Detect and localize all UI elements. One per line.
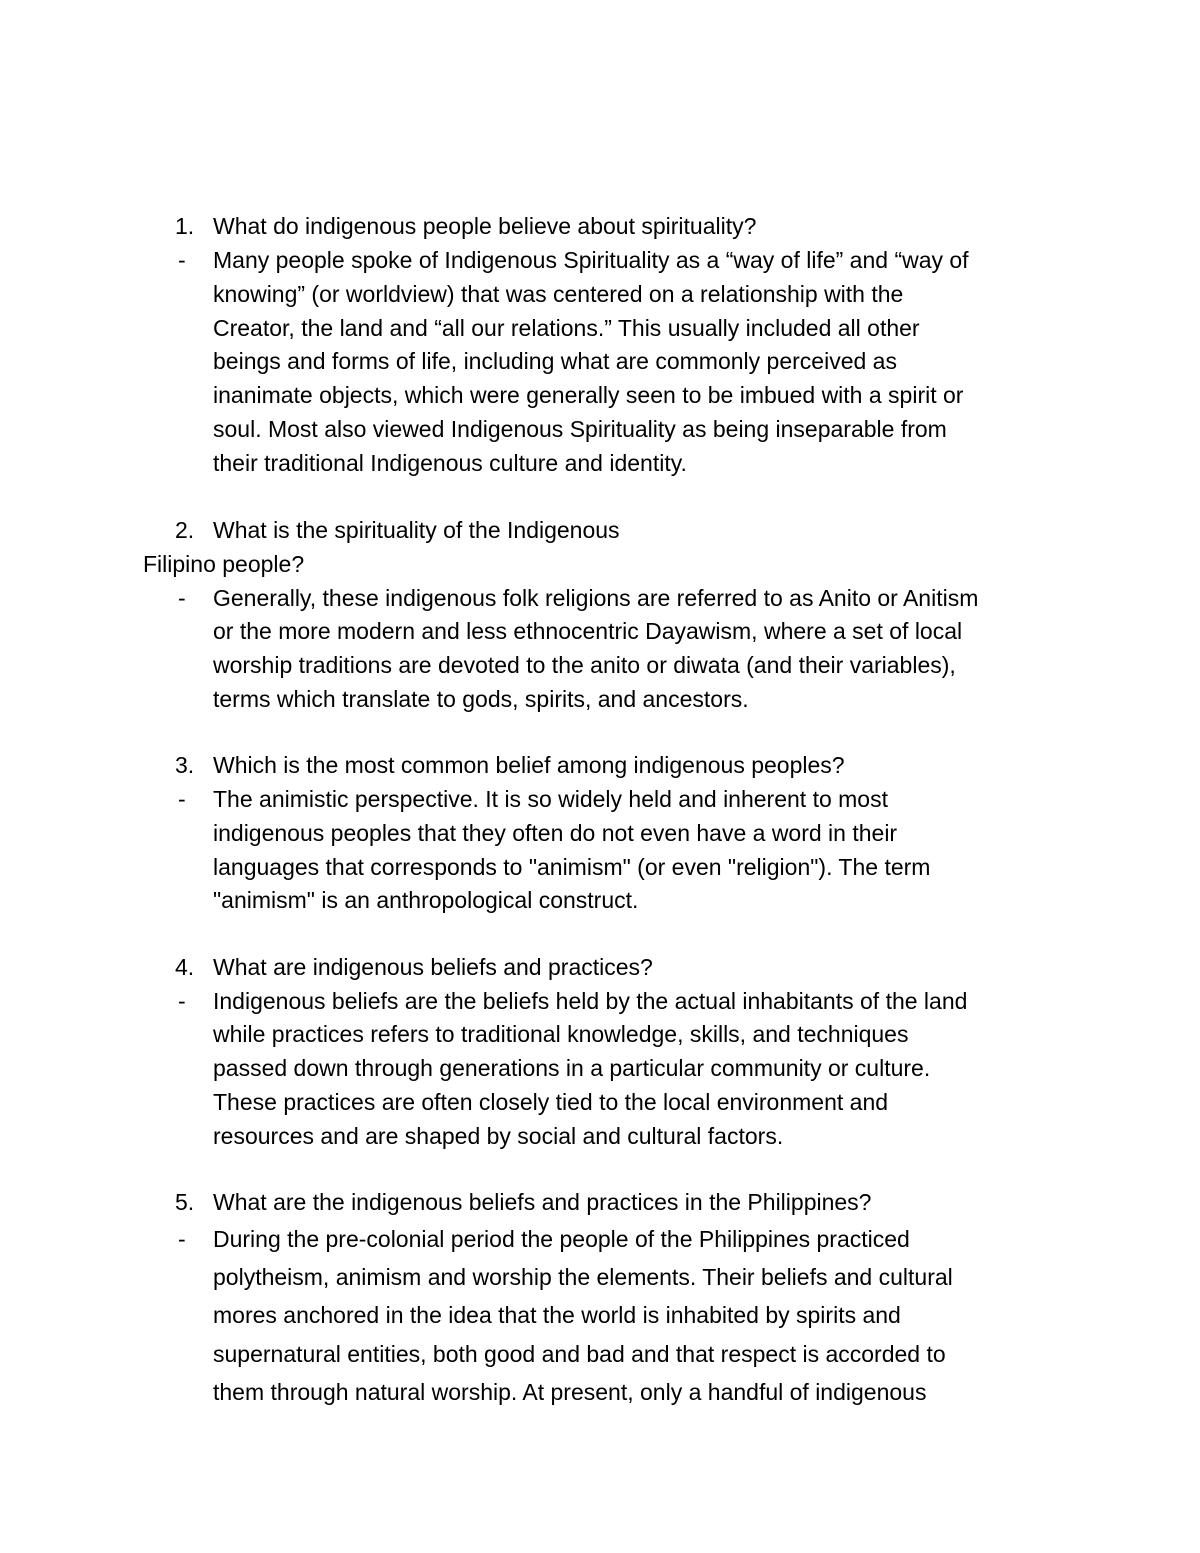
answer-text: These practices are often closely tied to the local environment and [213, 1089, 889, 1115]
answer-text: Generally, these indigenous folk religions are referred to as Anito or Anitism [213, 585, 979, 611]
answer-text: supernatural entities, both good and bad and that respect is accorded to [213, 1341, 946, 1367]
answer-text: "animism" is an anthropological construct. [213, 887, 639, 913]
answer-text: Indigenous beliefs are the beliefs held by the actual inhabitants of the land [213, 988, 968, 1014]
answer-text: Creator, the land and “all our relations.” This usually included all other [213, 315, 920, 341]
answer-text: while practices refers to traditional knowledge, skills, and techniques [213, 1021, 909, 1047]
answer-text: inanimate objects, which were generally seen to be imbued with a spirit or [213, 382, 964, 408]
answer-text: During the pre-colonial period the people of the Philippines practiced [213, 1226, 910, 1252]
question-2-number: 2. [175, 517, 195, 543]
question-4-text: What are indigenous beliefs and practices? [213, 954, 653, 980]
answer-text: polytheism, animism and worship the elements. Their beliefs and cultural [213, 1264, 953, 1290]
answer-text: soul. Most also viewed Indigenous Spirituality as being inseparable from [213, 416, 947, 442]
question-2-text-continued: Filipino people? [143, 551, 305, 577]
answer-text: beings and forms of life, including what are commonly perceived as [213, 348, 897, 374]
question-1-number: 1. [175, 213, 195, 239]
answer-text: or the more modern and less ethnocentric Dayawism, where a set of local [213, 618, 963, 644]
answer-text: knowing” (or worldview) that was centered on a relationship with the [213, 281, 904, 307]
question-1-text: What do indigenous people believe about spirituality? [213, 213, 757, 239]
question-4-number: 4. [175, 954, 195, 980]
question-5-text: What are the indigenous beliefs and practices in the Philippines? [213, 1189, 872, 1215]
answer-text: mores anchored in the idea that the world is inhabited by spirits and [213, 1302, 901, 1328]
answer-text: their traditional Indigenous culture and identity. [213, 450, 687, 476]
answer-1-marker: - [178, 247, 186, 273]
question-3-text: Which is the most common belief among indigenous peoples? [213, 752, 845, 778]
answer-5-marker: - [178, 1226, 186, 1252]
answer-2-marker: - [178, 585, 186, 611]
question-2-text: What is the spirituality of the Indigenous [213, 517, 620, 543]
answer-text: indigenous peoples that they often do not even have a word in their [213, 820, 898, 846]
answer-text: languages that corresponds to "animism" (or even "religion"). The term [213, 854, 931, 880]
answer-text: resources and are shaped by social and cultural factors. [213, 1123, 784, 1149]
answer-text: passed down through generations in a particular community or culture. [213, 1055, 931, 1081]
question-5-number: 5. [175, 1189, 195, 1215]
answer-4-marker: - [178, 988, 186, 1014]
answer-text: The animistic perspective. It is so widely held and inherent to most [213, 786, 888, 812]
answer-text: them through natural worship. At present, only a handful of indigenous [213, 1379, 927, 1405]
answer-text: terms which translate to gods, spirits, and ancestors. [213, 686, 749, 712]
answer-text: Many people spoke of Indigenous Spirituality as a “way of life” and “way of [213, 247, 969, 273]
answer-3-marker: - [178, 786, 186, 812]
question-3-number: 3. [175, 752, 195, 778]
answer-text: worship traditions are devoted to the anito or diwata (and their variables), [213, 652, 956, 678]
